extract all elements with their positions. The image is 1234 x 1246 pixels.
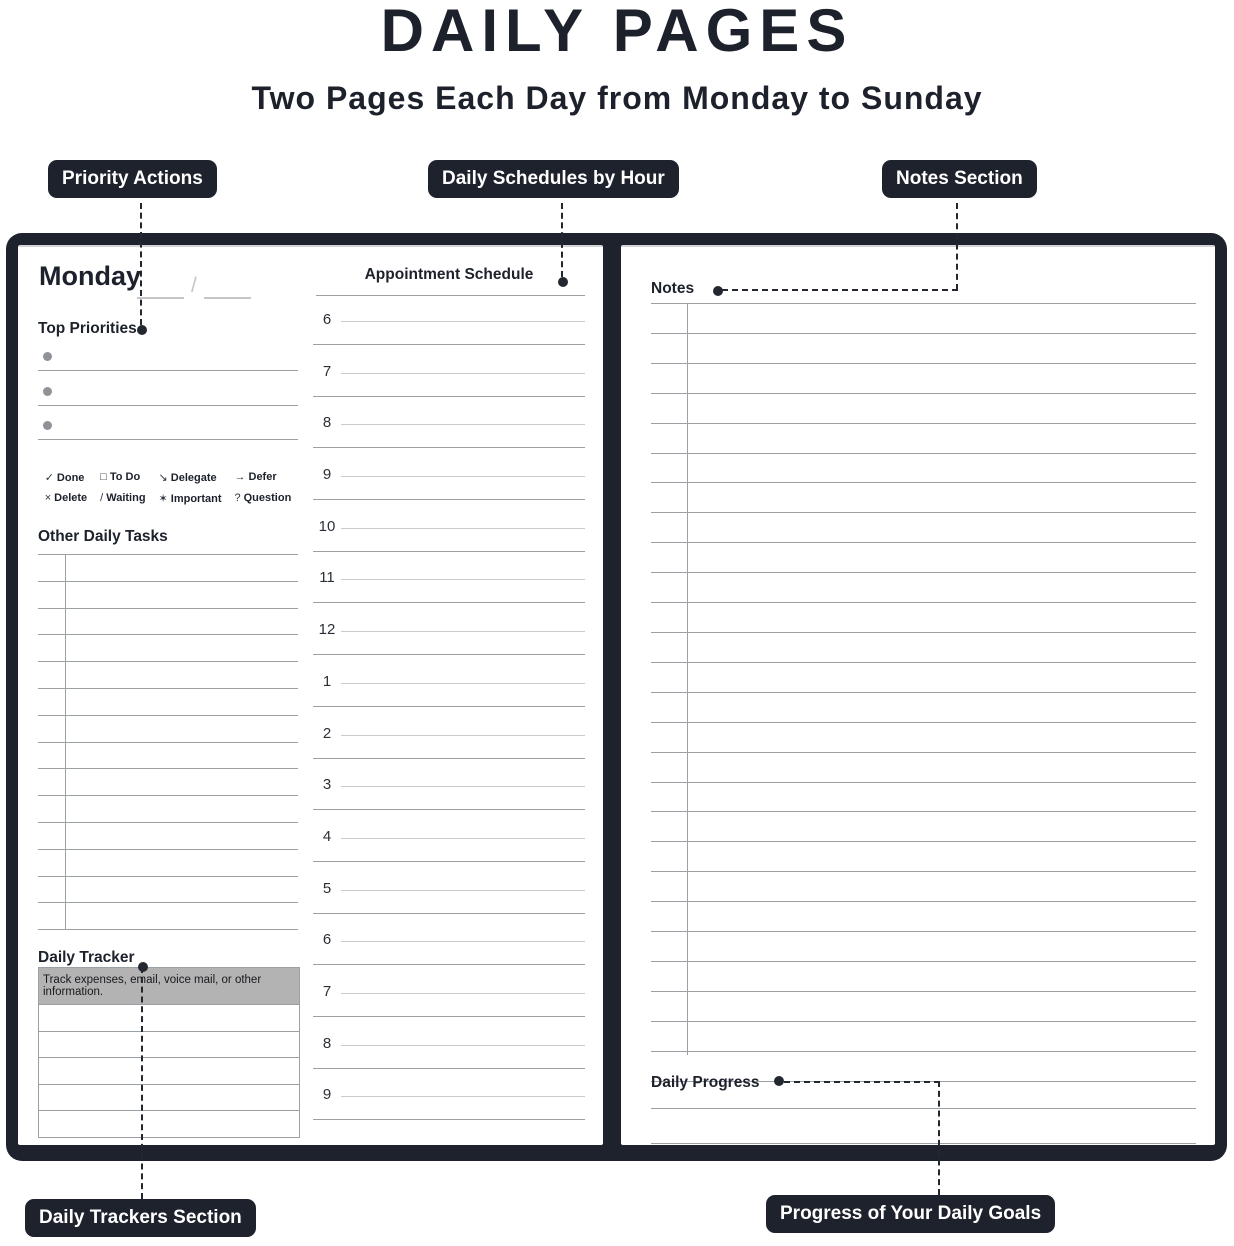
connector-dot-appointment-schedule [558,277,568,287]
hour-separator-line [313,1119,585,1120]
hour-entry-line [341,683,585,684]
hour-label: 11 [319,569,335,587]
date-blanks [137,273,251,299]
daily-progress-label: Daily Progress [651,1074,760,1091]
page-title: DAILY PAGES [380,0,854,64]
hour-label: 1 [322,672,332,690]
legend-label: Waiting [106,492,146,504]
note-line [651,752,1196,782]
hour-entry-line [341,993,585,994]
note-line [651,572,1196,602]
legend-item [45,471,87,484]
right-page [621,245,1215,1145]
schedule-hour-slot [313,354,585,406]
connector-dot-daily-tracker [138,962,148,972]
hour-separator-line [313,499,585,500]
note-line [651,393,1196,423]
task-row [38,716,298,743]
note-line [651,811,1196,841]
progress-line [651,1108,1196,1143]
hour-label: 8 [322,1034,332,1052]
note-line [651,722,1196,752]
hour-label: 10 [318,517,336,535]
tracker-row [39,1085,299,1112]
hour-label: 2 [322,724,332,742]
note-line [651,512,1196,542]
note-line [651,453,1196,483]
hour-separator-line [313,861,585,862]
schedule-hour-slot [313,457,585,509]
hour-label: 9 [322,1086,332,1104]
note-line [651,423,1196,453]
legend-item [235,492,292,505]
legend-label: Delegate [170,472,217,484]
task-row [38,769,298,796]
notes-margin-line [687,303,688,1055]
legend-symbol: ✶ [158,493,168,505]
callout-daily-progress: Progress of Your Daily Goals [766,1195,1055,1233]
task-row [38,555,298,582]
bullet-dot [43,352,52,361]
hour-separator-line [313,602,585,603]
hour-entry-line [341,476,585,477]
hour-entry-line [341,373,585,374]
hour-entry-line [341,735,585,736]
hour-entry-line [341,579,585,580]
hour-separator-line [313,551,585,552]
bullet-dot [43,421,52,430]
notes-label: Notes [651,280,695,297]
hour-entry-line [341,321,585,322]
page-subtitle: Two Pages Each Day from Monday to Sunday [251,80,983,116]
hour-entry-line [341,631,585,632]
note-line [651,303,1196,333]
hour-label: 6 [322,931,332,949]
daily-tracker-label: Daily Tracker [38,949,135,966]
legend-label: Delete [54,492,88,504]
legend-symbol: / [100,492,104,504]
legend-label: Done [56,472,85,484]
hour-entry-line [341,786,585,787]
note-line [651,602,1196,632]
legend-item [159,492,222,505]
legend-label: Question [243,492,292,504]
schedule-hour-slot [313,405,585,457]
note-line [651,692,1196,722]
tasks-symbol-column-divider [65,555,66,930]
note-line [651,901,1196,931]
hour-label: 9 [322,466,332,484]
hour-separator-line [313,758,585,759]
schedule-hour-slot [313,560,585,612]
callout-notes-section: Notes Section [882,160,1037,198]
hour-label: 7 [322,982,332,1000]
task-row [38,582,298,609]
task-row [38,823,298,850]
legend-item [100,471,145,484]
note-line [651,782,1196,812]
task-row [38,903,298,930]
hour-label: 12 [318,621,336,639]
connector-daily-tracker [141,967,143,1199]
tracker-rows [39,1005,299,1137]
connector-dot-notes [713,286,723,296]
hour-entry-line [341,528,585,529]
connector-priority-actions [140,203,142,325]
legend-label: Defer [248,471,277,483]
connector-progress-horizontal [784,1081,940,1083]
schedule-hour-slots [313,302,585,1129]
task-symbol-legend [26,471,310,505]
connector-notes-horizontal [722,289,958,291]
date-blank-line [204,273,251,299]
task-row [38,850,298,877]
legend-label: Important [170,493,222,505]
appointment-schedule-title: Appointment Schedule [364,266,534,283]
note-line [651,482,1196,512]
legend-symbol: □ [100,471,107,483]
legend-item [100,492,145,505]
hour-separator-line [313,964,585,965]
schedule-hour-slot [313,871,585,923]
priority-row [38,371,298,405]
note-line [651,662,1196,692]
tracker-header: Track expenses, email, voice mail, or other information. [39,968,299,1005]
task-row [38,635,298,662]
connector-progress-vertical [938,1081,940,1195]
date-separator: / [191,274,197,297]
note-line [651,871,1196,901]
hour-label: 4 [322,827,332,845]
tracker-row [39,1032,299,1059]
legend-item [45,492,87,505]
legend-symbol: → [234,471,246,483]
connector-daily-schedules [561,203,563,277]
hour-separator-line [313,396,585,397]
priority-row [38,337,298,371]
schedule-hour-slot [313,1077,585,1129]
connector-notes-vertical [956,203,958,290]
notes-ruled-lines [651,303,1196,1110]
schedule-hour-slot [313,1026,585,1078]
hour-separator-line [313,1016,585,1017]
hour-separator-line [313,1068,585,1069]
callout-daily-schedules: Daily Schedules by Hour [428,160,679,198]
connector-dot-top-priorities [137,325,147,335]
hour-label: 8 [322,414,332,432]
progress-line [651,1143,1196,1178]
legend-symbol: ✓ [44,472,54,484]
hour-label: 5 [322,879,332,897]
task-row [38,689,298,716]
hour-separator-line [313,809,585,810]
schedule-hour-slot [313,716,585,768]
note-line [651,333,1196,363]
note-line [651,363,1196,393]
schedule-hour-slot [313,922,585,974]
tracker-row [39,1058,299,1085]
task-row [38,877,298,904]
task-row [38,743,298,770]
hour-entry-line [341,1096,585,1097]
hour-entry-line [341,424,585,425]
callout-daily-trackers: Daily Trackers Section [25,1199,256,1237]
note-line [651,632,1196,662]
tracker-row [39,1111,299,1137]
hour-entry-line [341,838,585,839]
hour-label: 6 [322,311,332,328]
tracker-row [39,1005,299,1032]
schedule-hour-slot [313,819,585,871]
task-row [38,662,298,689]
task-rows [38,555,298,930]
task-row [38,609,298,636]
hour-label: 7 [322,362,332,380]
daily-tracker-table [38,967,300,1138]
day-label: Monday [39,261,142,291]
other-daily-tasks-table [38,554,298,930]
hour-separator-line [313,447,585,448]
other-daily-tasks-label: Other Daily Tasks [38,528,168,545]
note-line [651,931,1196,961]
task-row [38,796,298,823]
note-line [651,1021,1196,1051]
callout-priority-actions: Priority Actions [48,160,217,198]
note-line [651,961,1196,991]
hour-entry-line [341,1045,585,1046]
hour-separator-line [313,654,585,655]
legend-symbol: ↘ [158,472,168,484]
schedule-hour-slot [313,302,585,354]
top-priorities-list [38,337,298,440]
schedule-title-underline [316,295,585,296]
legend-symbol: × [44,492,52,504]
hour-entry-line [341,941,585,942]
top-priorities-label: Top Priorities [38,320,137,337]
schedule-hour-slot [313,509,585,561]
schedule-hour-slot [313,974,585,1026]
note-line [651,542,1196,572]
date-blank-line [137,273,184,299]
legend-symbol: ? [234,492,241,504]
legend-item [235,471,292,484]
schedule-hour-slot [313,664,585,716]
schedule-hour-slot [313,767,585,819]
legend-item [159,471,222,484]
schedule-hour-slot [313,612,585,664]
hour-entry-line [341,890,585,891]
note-line [651,991,1196,1021]
hour-separator-line [313,344,585,345]
hour-separator-line [313,913,585,914]
daily-progress-lines [651,1108,1196,1178]
hour-label: 3 [322,776,332,794]
hour-separator-line [313,706,585,707]
note-line [651,841,1196,871]
bullet-dot [43,387,52,396]
legend-label: To Do [109,471,141,483]
connector-dot-daily-progress [774,1076,784,1086]
priority-row [38,406,298,440]
